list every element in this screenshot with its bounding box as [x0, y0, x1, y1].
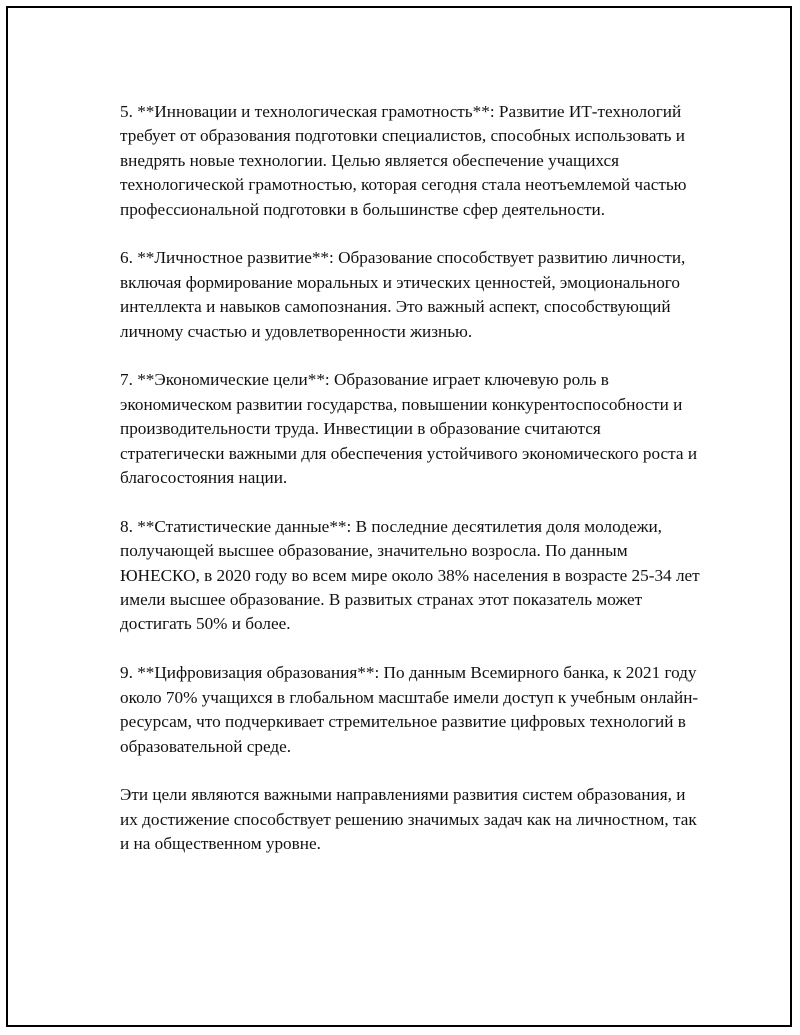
- paragraph-personal-development: 6. **Личностное развитие**: Образование способствует развитию личности, включая формирование моральных и этических ценностей, эмоционального интеллекта и навыков самопознания. Это важный аспект, способствующий личному счастью и удовлетворенности жизнью.: [120, 248, 686, 341]
- paragraph-conclusion: Эти цели являются важными направлениями развития систем образования, и их достижение способствует решению значимых задач как на личностном, так и на общественном уровне.: [120, 785, 697, 854]
- paragraph-digitalization: 9. **Цифровизация образования**: По данным Всемирного банка, к 2021 году около 70% учащихся в глобальном масштабе имели доступ к учебным онлайн-ресурсам, что подчеркивает стремительное развитие цифровых технологий в образовательной среде.: [120, 663, 699, 756]
- page-frame: [6, 6, 792, 1027]
- paragraph-innovation: 5. **Инновации и технологическая грамотность**: Развитие ИТ-технологий требует от образования подготовки специалистов, способных использовать и внедрять новые технологии. Целью является обеспечение учащихся технологической грамотностью, которая сегодня стала неотъемлемой частью профессиональной подготовки в большинстве сфер деятельности.: [120, 102, 687, 219]
- document-body: [120, 100, 705, 857]
- paragraph-statistics: 8. **Статистические данные**: В последние десятилетия доля молодежи, получающей высшее образование, значительно возросла. По данным ЮНЕСКО, в 2020 году во всем мире около 38% населения в возрасте 25-34 лет имели высшее образование. В развитых странах этот показатель может достигать 50% и более.: [120, 516, 700, 634]
- paragraph-economic-goals: 7. **Экономические цели**: Образование играет ключевую роль в экономическом развитии государства, повышении конкурентоспособности и производительности труда. Инвестиции в образование считаются стратегически важными для обеспечения устойчивого экономического роста и благосостояния нации.: [120, 370, 698, 488]
